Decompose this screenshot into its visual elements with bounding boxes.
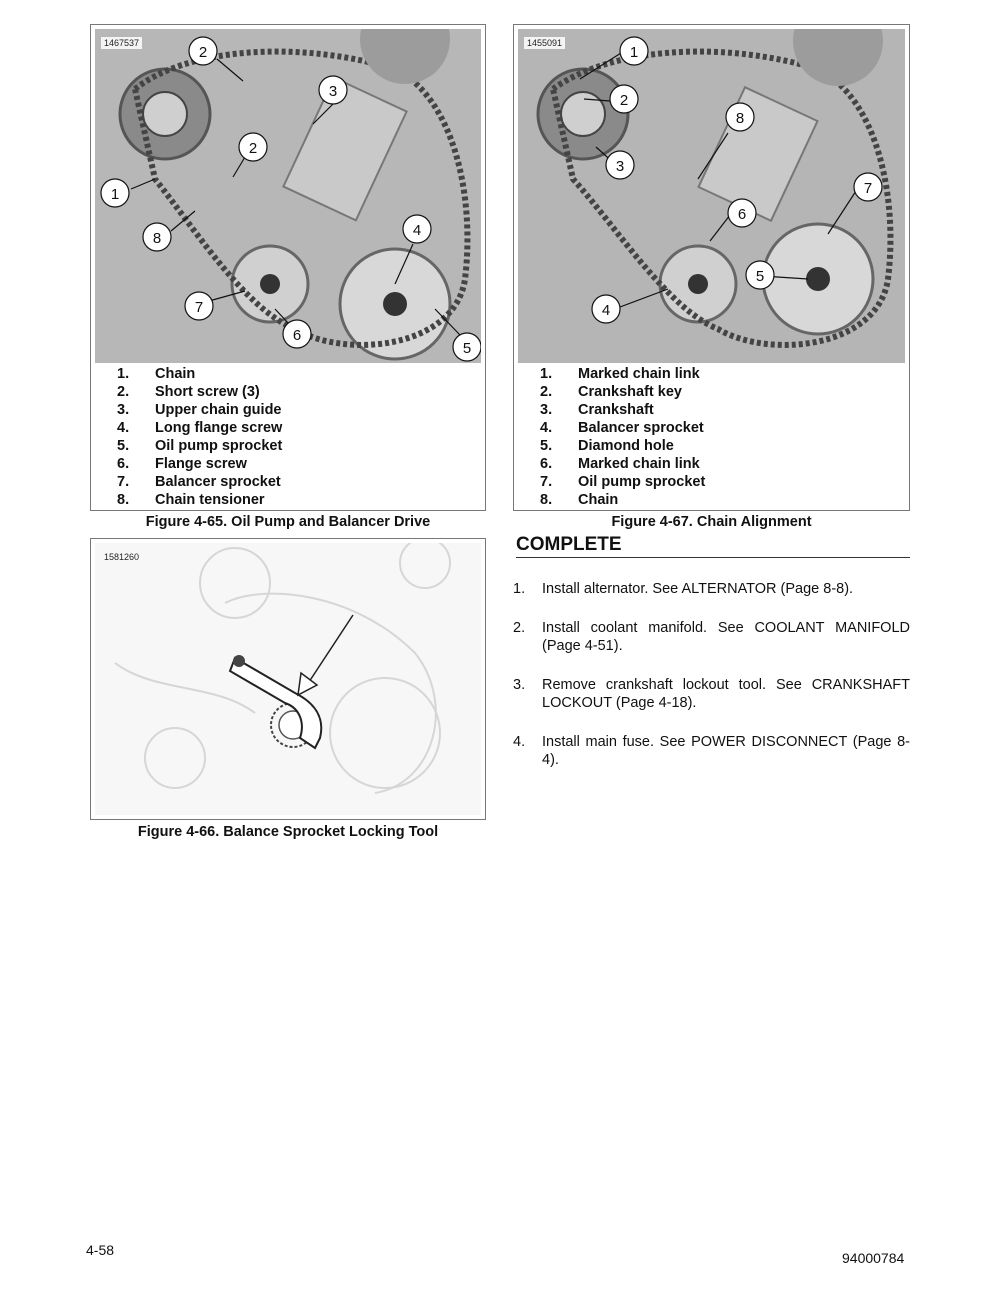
callout-4: 4 [601, 302, 611, 319]
legend-item: 6. Marked chain link [540, 456, 700, 472]
callout-8: 8 [735, 110, 745, 127]
callout-4: 4 [412, 222, 422, 239]
figure-65-legend [117, 365, 282, 509]
photo-id: 1581260 [104, 552, 140, 562]
callout-6: 6 [737, 206, 747, 223]
step-item: 4. Install main fuse. See POWER DISCONNECT (Page 8-4). [513, 733, 910, 768]
locking-tool-drawing [95, 543, 481, 815]
oil-pump-balancer-photo [95, 29, 481, 363]
callout-2: 2 [619, 92, 629, 109]
callout-2-upper: 2 [198, 44, 208, 61]
step-item: 3. Remove crankshaft lockout tool. See CRANKSHAFT LOCKOUT (Page 4-18). [513, 676, 910, 711]
section-title-complete: COMPLETE [516, 534, 910, 558]
figure-4-65 [90, 24, 486, 511]
callout-2-lower: 2 [248, 140, 258, 157]
step-item: 1. Install alternator. See ALTERNATOR (Page 8-8). [513, 581, 854, 597]
callout-1: 1 [629, 44, 639, 61]
legend-item: 2. Short screw (3) [117, 384, 260, 400]
legend-item: 5. Diamond hole [540, 438, 674, 454]
locking-tool-photo [95, 543, 481, 815]
figure-65-callouts [95, 29, 481, 363]
callout-7: 7 [194, 299, 204, 316]
callout-3: 3 [615, 158, 625, 175]
figure-67-callouts [518, 29, 905, 363]
legend-item: 7. Balancer sprocket [117, 474, 281, 490]
legend-item: 2. Crankshaft key [540, 384, 682, 400]
legend-item: 8. Chain [540, 492, 619, 508]
legend-item: 1. Marked chain link [540, 366, 700, 382]
callout-3: 3 [328, 83, 338, 100]
callout-5: 5 [462, 340, 472, 357]
figure-4-67 [513, 24, 910, 511]
callout-7: 7 [863, 180, 873, 197]
legend-item: 3. Crankshaft [540, 402, 654, 418]
callout-1: 1 [110, 186, 120, 203]
legend-item: 4. Long flange screw [117, 420, 283, 436]
figure-65-caption: Figure 4-65. Oil Pump and Balancer Drive [145, 514, 431, 530]
complete-steps [513, 580, 910, 790]
legend-item: 7. Oil pump sprocket [540, 474, 706, 490]
photo-id: 1467537 [101, 37, 142, 49]
callout-5: 5 [755, 268, 765, 285]
legend-item: 1. Chain [117, 366, 196, 382]
legend-item: 4. Balancer sprocket [540, 420, 704, 436]
doc-number: 94000784 [842, 1250, 905, 1266]
figure-67-caption: Figure 4-67. Chain Alignment [611, 514, 812, 530]
callout-6: 6 [292, 327, 302, 344]
legend-item: 6. Flange screw [117, 456, 247, 472]
legend-item: 5. Oil pump sprocket [117, 438, 283, 454]
legend-item: 3. Upper chain guide [117, 402, 282, 418]
chain-alignment-photo [518, 29, 905, 363]
legend-item: 8. Chain tensioner [117, 492, 265, 508]
page-number: 4-58 [86, 1242, 115, 1258]
callout-8: 8 [152, 230, 162, 247]
figure-66-caption: Figure 4-66. Balance Sprocket Locking Tool [137, 824, 439, 840]
photo-id: 1455091 [524, 37, 565, 49]
figure-4-66 [90, 538, 486, 820]
figure-67-legend [540, 365, 705, 509]
step-item: 2. Install coolant manifold. See COOLANT MANIFOLD (Page 4-51). [513, 619, 910, 654]
